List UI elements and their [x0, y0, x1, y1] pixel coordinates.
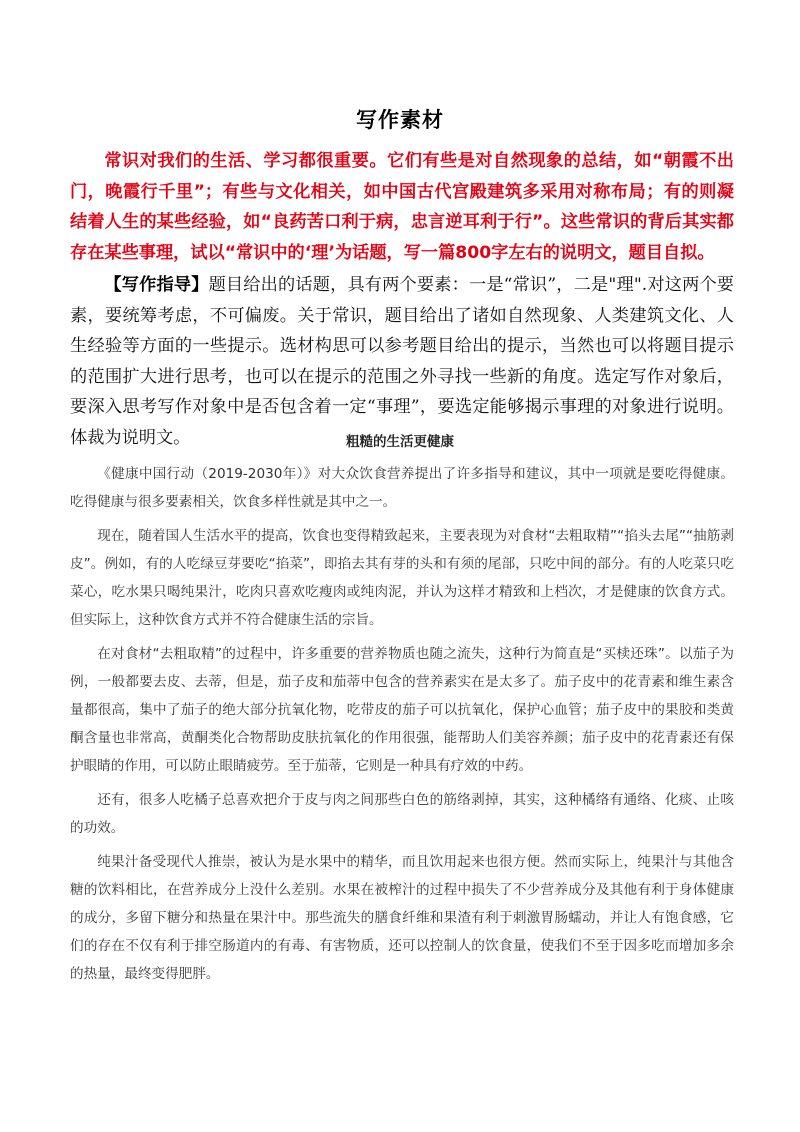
- essay-paragraph-4: 还有，很多人吃橘子总喜欢把介于皮与肉之间那些白色的筋络剥掉，其实，这种橘络有通络、化痰、止咳的功效。: [70, 792, 734, 836]
- essay-title: 粗糙的生活更健康: [346, 434, 454, 450]
- writing-prompt: 常识对我们的生活、学习都很重要。它们有些是对自然现象的总结，如“朝霞不出门，晚霞行千里”；有些与文化相关，如中国古代宫殿建筑多采用对称布局；有的则凝结着人生的某些经验，如“良药苦口利于病，忠言逆耳利于行”。这些常识的背后其实都存在某些事理，试以“常识中的‘理’为话题，写一篇800字左右的说明文，题目自拟。: [70, 151, 734, 263]
- essay-body: [70, 460, 734, 994]
- essay-paragraph-1: 《健康中国行动（2019-2030年）》对大众饮食营养提出了许多指导和建议，其中一项就是要吃得健康。吃得健康与很多要素相关，饮食多样性就是其中之一。: [70, 466, 734, 510]
- essay-paragraph-5: 纯果汁备受现代人推崇，被认为是水果中的精华，而且饮用起来也很方便。然而实际上，纯果汁与其他含糖的饮料相比，在营养成分上没什么差别。水果在被榨汁的过程中损失了不少营养成分及其他有利于身体健康的成分，多留下糖分和热量在果汁中。那些流失的膳食纤维和果渣有利于刺激胃肠蠕动，并让人有饱食感，它们的存在不仅有利于排空肠道内的有毒、有害物质，还可以控制人的饮食量，使我们不至于因多吃而增加多余的热量，最终变得肥胖。: [70, 854, 734, 982]
- guide-text: 题目给出的话题，具有两个要素：一是“常识”，二是"理".对这两个要素，要统筹考虑，不可偏废。关于常识，题目给出了诸如自然现象、人类建筑文化、人生经验等方面的一些提示。选材构思可以参考题目给出的提示，当然也可以将题目提示的范围扩大进行思考，也可以在提示的范围之外寻找一些新的角度。选定写作对象后，要深入思考写作对象中是否包含着一定“事理”，要选定能够揭示事理的对象进行说明。体裁为说明文。: [70, 275, 734, 448]
- page-title: 写作素材: [356, 108, 444, 132]
- writing-guide: [70, 270, 734, 453]
- essay-paragraph-3: 在对食材“去粗取精”的过程中，许多重要的营养物质也随之流失，这种行为简直是“买椟还珠”。以茄子为例，一般都要去皮、去蒂，但是，茄子皮和茄蒂中包含的营养素实在是太多了。茄子皮中的花青素和维生素含量都很高，集中了茄子的绝大部分抗氧化物，吃带皮的茄子可以抗氧化，保护心血管；茄子皮中的果胶和类黄酮含量也非常高，黄酮类化合物帮助皮肤抗氧化的作用很强，能帮助人们美容养颜；茄子皮中的花青素还有保护眼睛的作用，可以防止眼睛疲劳。至于茄蒂，它则是一种具有疗效的中药。: [70, 646, 734, 774]
- guide-tag: 【写作指导】: [104, 275, 209, 295]
- essay-paragraph-2: 现在，随着国人生活水平的提高，饮食也变得精致起来，主要表现为对食材“去粗取精”“掐头去尾”“抽筋剥皮”。例如，有的人吃绿豆芽要吃“掐菜”，即掐去其有芽的头和有须的尾部，只吃中间的部分。有的人吃菜只吃菜心，吃水果只喝纯果汁，吃肉只喜欢吃瘦肉或纯肉泥，并认为这样才精致和上档次，才是健康的饮食方式。但实际上，这种饮食方式并不符合健康生活的宗旨。: [70, 528, 734, 628]
